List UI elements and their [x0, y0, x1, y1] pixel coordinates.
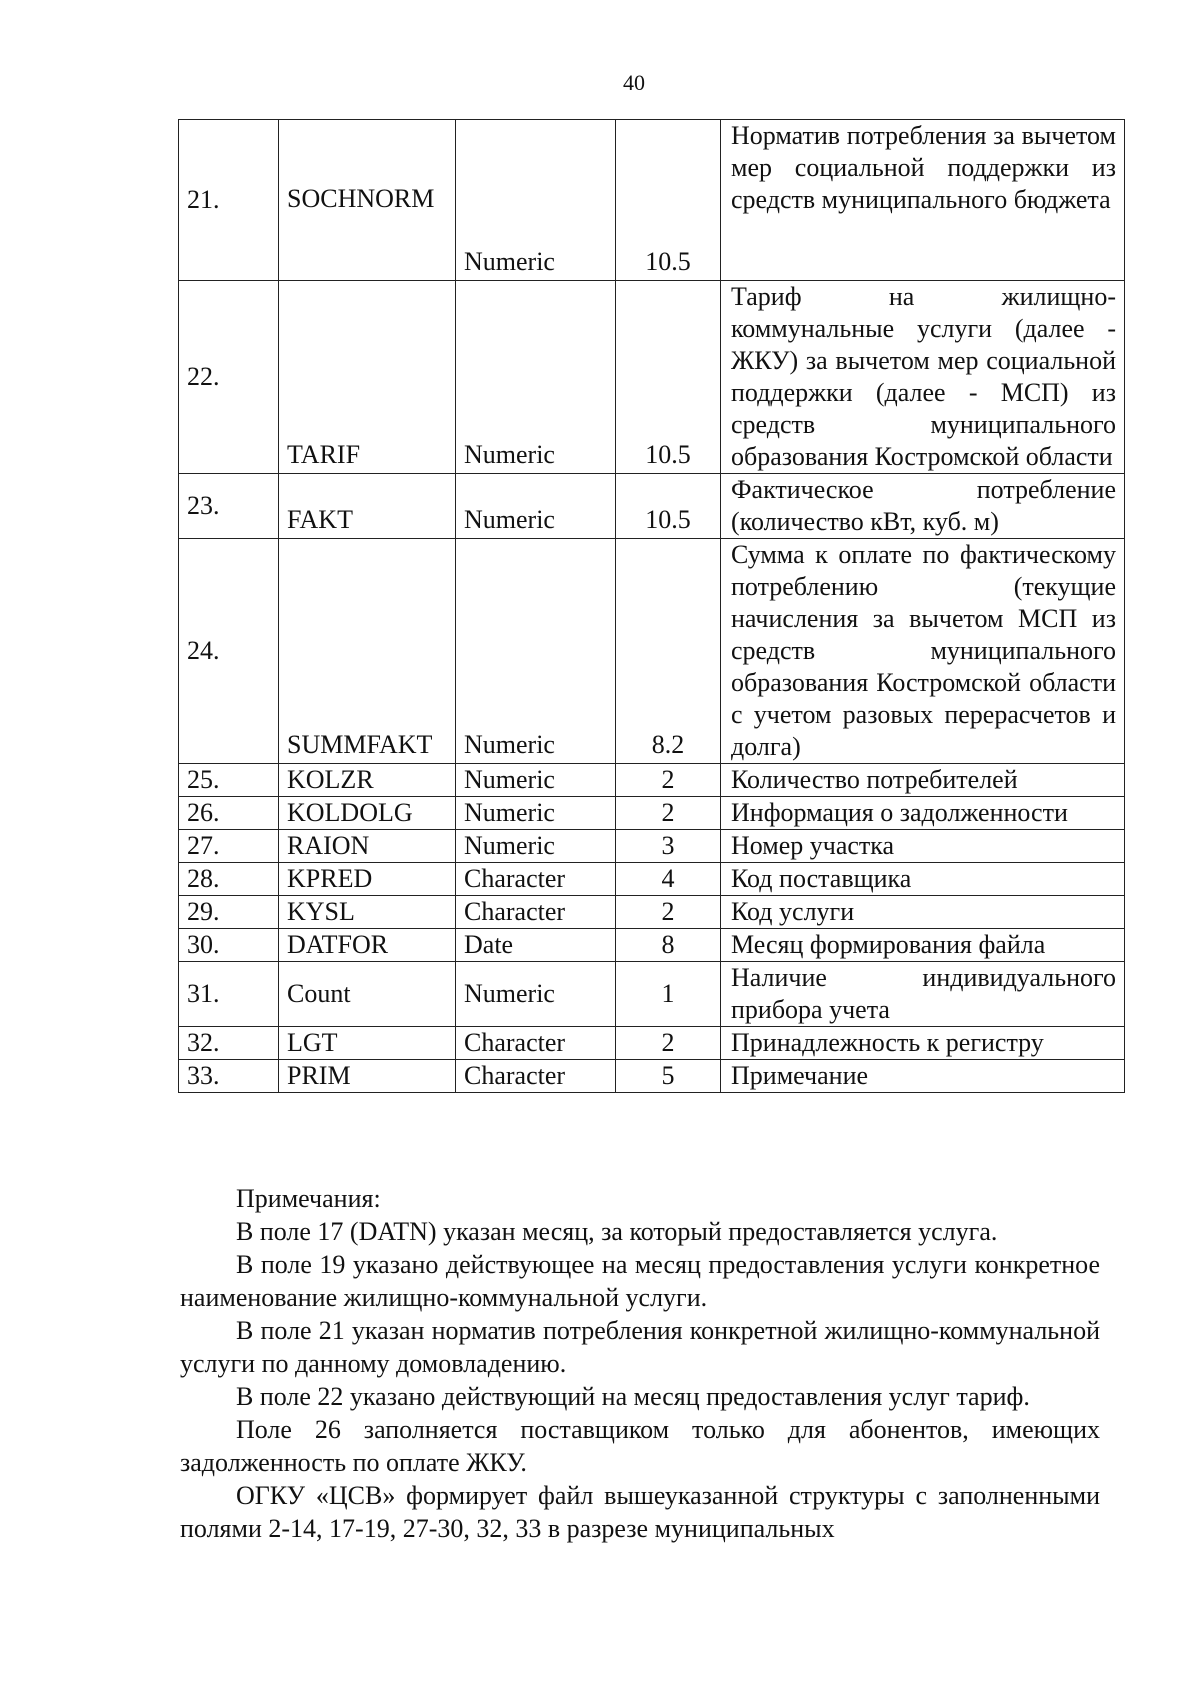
- field-description: Сумма к оплате по фактическому потреблению (текущие начисления за вычетом МСП из средств муниципального образования Костромской области с учетом разовых перерасчетов и долга): [721, 539, 1125, 764]
- field-description: Количество потребителей: [721, 764, 1125, 797]
- field-type: Numeric: [456, 830, 616, 863]
- field-type: Numeric: [456, 120, 616, 281]
- field-size: 2: [616, 764, 721, 797]
- row-number: 27.: [179, 830, 279, 863]
- field-name: FAKT: [279, 474, 456, 539]
- row-number: 29.: [179, 896, 279, 929]
- table-row: [179, 962, 1125, 1027]
- field-type: Numeric: [456, 474, 616, 539]
- field-name: SUMMFAKT: [279, 539, 456, 764]
- row-number: 25.: [179, 764, 279, 797]
- field-name: TARIF: [279, 281, 456, 474]
- note-paragraph: В поле 19 указано действующее на месяц предоставления услуги конкретное наименование жилищно-коммунальной услуги.: [180, 1250, 1100, 1312]
- table-row: [179, 474, 1125, 539]
- note-paragraph: В поле 17 (DATN) указан месяц, за который предоставляется услуга.: [236, 1217, 998, 1246]
- field-type: Numeric: [456, 539, 616, 764]
- field-description: Код услуги: [721, 896, 1125, 929]
- note-paragraph: В поле 21 указан норматив потребления конкретной жилищно-коммунальной услуги по данному домовладению.: [180, 1316, 1100, 1378]
- table-row: [179, 797, 1125, 830]
- table-row: [179, 1027, 1125, 1060]
- field-name: RAION: [279, 830, 456, 863]
- field-description: Код поставщика: [721, 863, 1125, 896]
- field-name: LGT: [279, 1027, 456, 1060]
- field-type: Character: [456, 1060, 616, 1093]
- field-name: KOLDOLG: [279, 797, 456, 830]
- note-paragraph: Поле 26 заполняется поставщиком только для абонентов, имеющих задолженность по оплате ЖКУ.: [180, 1415, 1100, 1477]
- field-size: 10.5: [616, 120, 721, 281]
- row-number: 33.: [179, 1060, 279, 1093]
- field-size: 10.5: [616, 281, 721, 474]
- table-row: [179, 539, 1125, 764]
- field-type: Numeric: [456, 281, 616, 474]
- row-number: 24.: [179, 539, 279, 764]
- field-name: SOCHNORM: [279, 120, 456, 281]
- note-paragraph: ОГКУ «ЦСВ» формирует файл вышеуказанной структуры с заполненными полями 2-14, 17-19, 27-30, 32, 33 в разрезе муниципальных: [180, 1481, 1100, 1543]
- field-description: Номер участка: [721, 830, 1125, 863]
- field-description: Принадлежность к регистру: [721, 1027, 1125, 1060]
- field-name: PRIM: [279, 1060, 456, 1093]
- field-description: Наличие индивидуального прибора учета: [721, 962, 1125, 1027]
- table-row: [179, 764, 1125, 797]
- table-row: [179, 896, 1125, 929]
- field-type: Date: [456, 929, 616, 962]
- field-size: 4: [616, 863, 721, 896]
- row-number: 22.: [179, 281, 279, 474]
- field-type: Numeric: [456, 797, 616, 830]
- field-spec-table: [178, 119, 1125, 1093]
- table-row: [179, 120, 1125, 281]
- row-number: 32.: [179, 1027, 279, 1060]
- field-size: 8.2: [616, 539, 721, 764]
- field-name: KPRED: [279, 863, 456, 896]
- table-row: [179, 830, 1125, 863]
- field-size: 2: [616, 797, 721, 830]
- note-paragraph: В поле 22 указано действующий на месяц предоставления услуг тариф.: [236, 1382, 1030, 1411]
- row-number: 23.: [179, 474, 279, 539]
- field-size: 3: [616, 830, 721, 863]
- field-size: 8: [616, 929, 721, 962]
- table-row: [179, 281, 1125, 474]
- field-description: Фактическое потребление (количество кВт, куб. м): [721, 474, 1125, 539]
- row-number: 28.: [179, 863, 279, 896]
- row-number: 31.: [179, 962, 279, 1027]
- field-description: Тариф на жилищно-коммунальные услуги (далее - ЖКУ) за вычетом мер социальной поддержки (далее - МСП) из средств муниципального образования Костромской области: [721, 281, 1125, 474]
- row-number: 30.: [179, 929, 279, 962]
- field-type: Numeric: [456, 962, 616, 1027]
- notes-section: [180, 1182, 1100, 1545]
- field-description: Примечание: [721, 1060, 1125, 1093]
- table-row: [179, 1060, 1125, 1093]
- field-name: KYSL: [279, 896, 456, 929]
- field-name: DATFOR: [279, 929, 456, 962]
- field-size: 2: [616, 1027, 721, 1060]
- field-description: Норматив потребления за вычетом мер социальной поддержки из средств муниципального бюджета: [721, 120, 1125, 281]
- field-size: 2: [616, 896, 721, 929]
- page-number: 40: [623, 70, 645, 95]
- field-size: 10.5: [616, 474, 721, 539]
- field-description: Информация о задолженности: [721, 797, 1125, 830]
- field-type: Numeric: [456, 764, 616, 797]
- field-name: Count: [279, 962, 456, 1027]
- field-type: Character: [456, 863, 616, 896]
- table-row: [179, 863, 1125, 896]
- field-type: Character: [456, 896, 616, 929]
- field-size: 5: [616, 1060, 721, 1093]
- field-name: KOLZR: [279, 764, 456, 797]
- row-number: 21.: [179, 120, 279, 281]
- field-description: Месяц формирования файла: [721, 929, 1125, 962]
- table-row: [179, 929, 1125, 962]
- row-number: 26.: [179, 797, 279, 830]
- field-size: 1: [616, 962, 721, 1027]
- field-type: Character: [456, 1027, 616, 1060]
- notes-heading: Примечания:: [236, 1184, 381, 1213]
